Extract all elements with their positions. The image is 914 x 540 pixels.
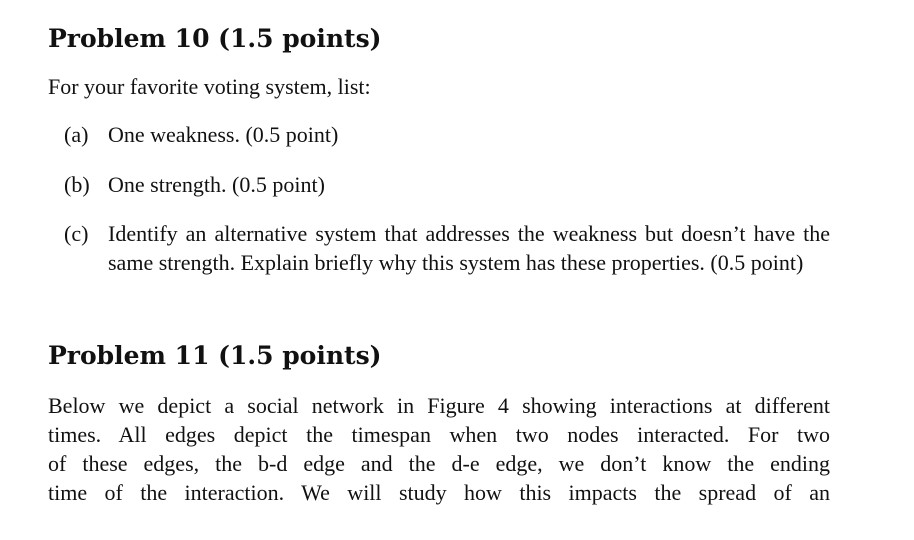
item-text: One strength. (0.5 point) — [108, 172, 325, 197]
item-label: (a) — [64, 122, 89, 147]
item-text: One weakness. (0.5 point) — [108, 122, 339, 147]
item-text: Identify an alternative system that addresses the weakness but doesn’t have the same strength. Explain briefly why this system has these properties. (0.5 point) — [108, 221, 830, 275]
paragraph-line: times. All edges depict the timespan when two nodes interacted. For two — [48, 422, 830, 447]
problem-11-heading: Problem 11 (1.5 points) — [48, 341, 382, 370]
item-label: (b) — [64, 172, 90, 197]
paragraph-line: Below we depict a social network in Figure 4 showing interactions at different — [48, 393, 830, 418]
paragraph-line: of these edges, the b-d edge and the d-e edge, we don’t know the ending — [48, 451, 830, 476]
problem-10-item-c — [64, 219, 830, 277]
item-label: (c) — [64, 221, 89, 246]
paragraph-line: time of the interaction. We will study how this impacts the spread of an — [48, 480, 830, 505]
problem-10-item-a — [64, 120, 830, 149]
problem-10-item-b — [64, 170, 830, 199]
problem-11-paragraph — [48, 391, 830, 507]
problem-10-lead: For your favorite voting system, list: — [48, 74, 371, 99]
problem-10-heading: Problem 10 (1.5 points) — [48, 24, 382, 53]
